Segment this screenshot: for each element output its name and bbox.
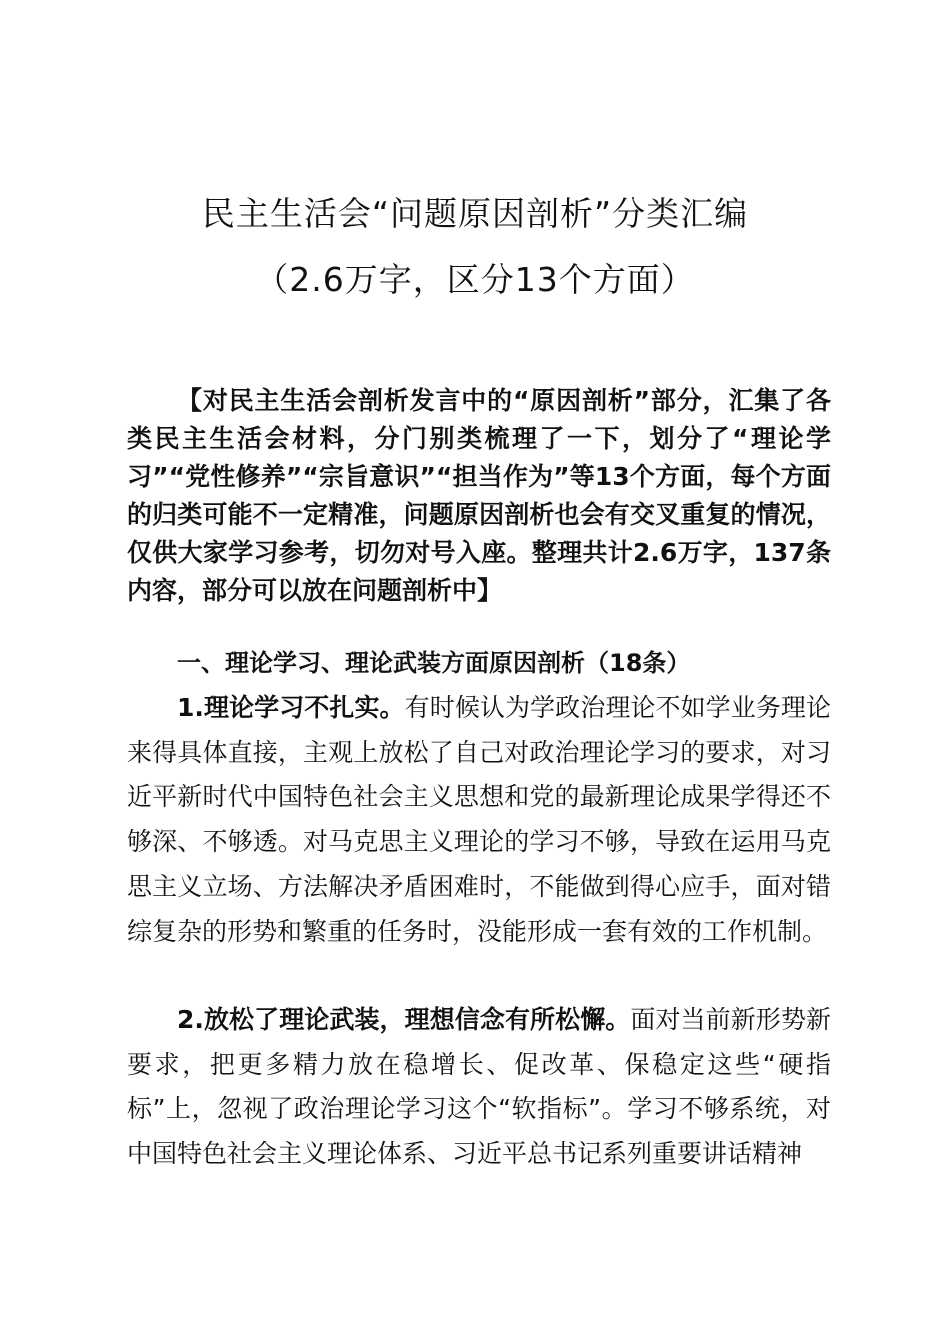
item-body: 面对当前新形势新要求，把更多精力放在稳增长、促改革、保稳定这些“硬指标”上，忽视了政治理论学习这个“软指标”。学习不够系统，对中国特色社会主义理论体系、习近平总书记系列重要讲话精神 [127,1005,831,1169]
list-item [127,686,831,954]
section-heading: 一、理论学习、理论武装方面原因剖析（18条） [177,649,691,677]
item-body: 有时候认为学政治理论不如学业务理论来得具体直接，主观上放松了自己对政治理论学习的要求，对习近平新时代中国特色社会主义思想和党的最新理论成果学得还不够深、不够透。对马克思主义理论的学习不够，导致在运用马克思主义立场、方法解决矛盾困难时，不能做到得心应手，面对错综复杂的形势和繁重的任务时，没能形成一套有效的工作机制。 [127,693,831,946]
intro-paragraph: 【对民主生活会剖析发言中的“原因剖析”部分，汇集了各类民主生活会材料，分门别类梳理了一下，划分了“理论学习”“党性修养”“宗旨意识”“担当作为”等13个方面，每个方面的归类可能不一定精准，问题原因剖析也会有交叉重复的情况，仅供大家学习参考，切勿对号入座。整理共计2.6万字，137条内容，部分可以放在问题剖析中】 [127,386,831,605]
list-item [127,998,831,1177]
item-lead: 2.放松了理论武装，理想信念有所松懈。 [177,1005,631,1034]
document-title: 民主生活会“问题原因剖析”分类汇编 [201,194,749,233]
document-subtitle: （2.6万字，区分13个方面） [255,260,695,299]
item-lead: 1.理论学习不扎实。 [177,693,405,722]
